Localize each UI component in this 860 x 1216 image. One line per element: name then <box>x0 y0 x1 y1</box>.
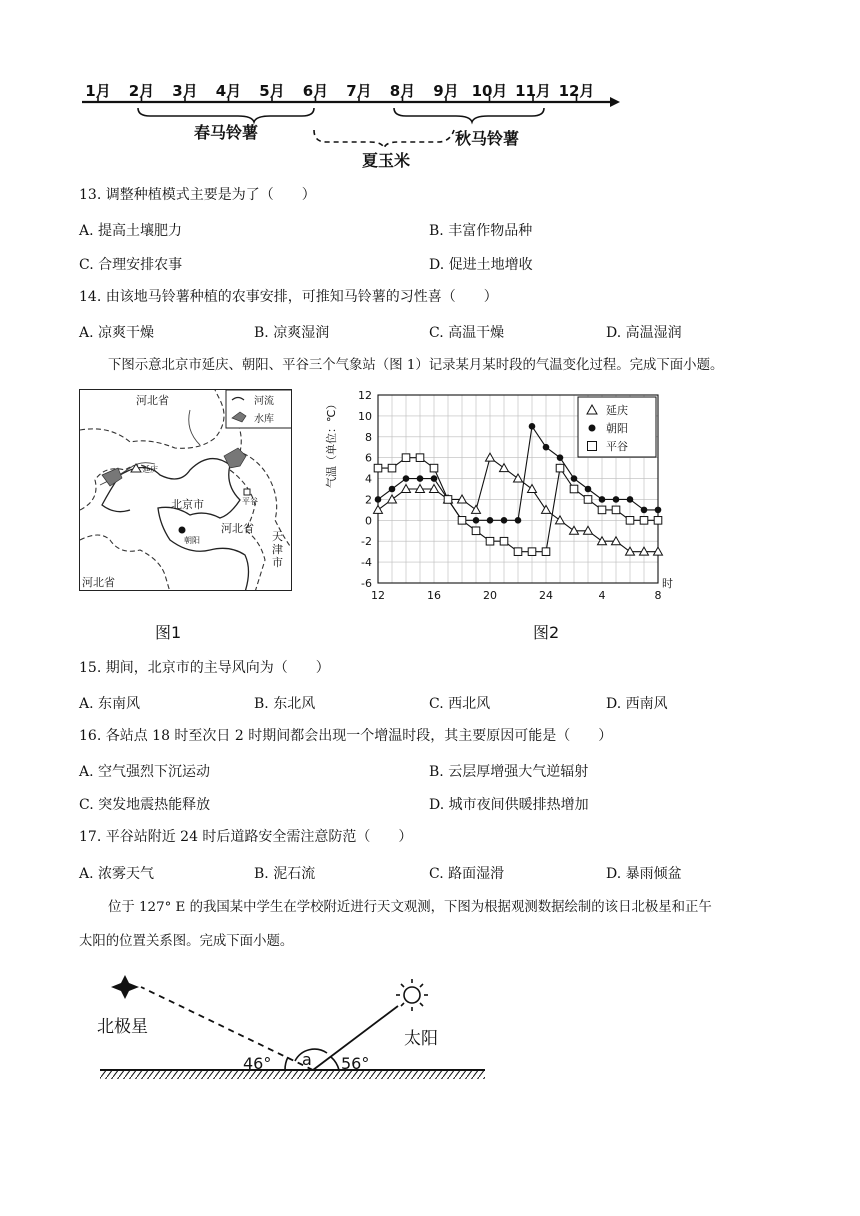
q15-option-a[interactable]: A. 东南风 <box>79 696 141 712</box>
point-marker <box>514 548 522 556</box>
q17-option-a[interactable]: A. 浓雾天气 <box>79 866 155 882</box>
polaris-star-icon <box>111 975 139 999</box>
polaris-label: 北极星 <box>97 1017 148 1037</box>
q13-stem: 13. 调整种植模式主要是为了（ ） <box>79 187 316 203</box>
point-marker <box>417 475 424 482</box>
q15-option-b[interactable]: B. 东北风 <box>254 696 316 712</box>
y-tick-label: -4 <box>361 556 372 570</box>
point-marker <box>598 506 606 514</box>
chart-ylabel: 气温（单位：℃） <box>325 398 338 488</box>
point-marker <box>556 464 564 472</box>
intro-astronomy-line2: 太阳的位置关系图。完成下面小题。 <box>79 934 294 949</box>
q16-stem: 16. 各站点 18 时至次日 2 时期间都会出现一个增温时段，其主要原因可能是（ ） <box>79 728 613 744</box>
angle-arc-right <box>331 1057 339 1070</box>
q15-stem: 15. 期间，北京市的主导风向为（ ） <box>79 660 330 676</box>
y-tick-label: 0 <box>365 514 372 528</box>
point-marker <box>556 516 565 524</box>
point-marker <box>655 507 662 514</box>
point-marker <box>486 537 494 545</box>
y-tick-label: 12 <box>358 389 372 402</box>
autumn-brace <box>394 108 544 122</box>
map-label-chaoyang: 朝阳 <box>184 536 200 545</box>
intro-astronomy-line1: 位于 127° E 的我国某中学生在学校附近进行天文观测，下图为根据观测数据绘制的该日北极星和正午 <box>108 900 712 915</box>
q13-option-c[interactable]: C. 合理安排农事 <box>79 257 183 273</box>
point-marker <box>487 517 494 524</box>
y-tick-label: -6 <box>361 577 372 590</box>
q14-option-c[interactable]: C. 高温干燥 <box>429 325 505 341</box>
summer-brace <box>314 130 454 148</box>
x-tick-label: 20 <box>483 589 497 602</box>
pinggu-station-marker <box>244 489 250 495</box>
point-marker <box>472 527 480 535</box>
q16-option-b[interactable]: B. 云层厚增强大气逆辐射 <box>429 764 589 780</box>
month-ticks <box>85 82 594 102</box>
q14-option-b[interactable]: B. 凉爽湿润 <box>254 325 330 341</box>
angle-right-label: 56° <box>341 1054 370 1073</box>
point-marker <box>584 496 592 504</box>
month-label: 5月 <box>259 82 285 100</box>
map-label-tianjin: 天津市 <box>272 530 283 569</box>
x-tick-label: 8 <box>654 589 662 602</box>
month-label: 9月 <box>433 82 459 100</box>
angle-arc-left <box>285 1057 288 1070</box>
map-label-hebei-bottom: 河北省 <box>82 576 115 589</box>
point-marker <box>430 464 438 472</box>
q13-option-d[interactable]: D. 促进土地增收 <box>429 257 533 273</box>
point-marker <box>389 486 396 493</box>
intro-temperature: 下图示意北京市延庆、朝阳、平谷三个气象站（图 1）记录某月某时段的气温变化过程。完成下面小题。 <box>108 358 724 373</box>
point-marker <box>472 505 481 513</box>
q17-option-d[interactable]: D. 暴雨倾盆 <box>606 866 682 882</box>
q13-option-a[interactable]: A. 提高土壤肥力 <box>79 223 183 239</box>
point-marker <box>626 517 634 525</box>
point-marker <box>444 496 452 504</box>
y-tick-label: 6 <box>365 451 372 465</box>
map-label-yanqing: 延庆 <box>142 465 158 474</box>
point-marker <box>431 475 438 482</box>
point-marker <box>612 506 620 514</box>
map-label-beijing: 北京市 <box>171 498 204 511</box>
ground-hatch <box>100 1071 485 1079</box>
point-marker <box>557 454 564 461</box>
q16-option-d[interactable]: D. 城市夜间供暖排热增加 <box>429 797 589 813</box>
point-marker <box>501 517 508 524</box>
legend-marker <box>588 442 597 451</box>
month-label: 6月 <box>302 82 329 100</box>
month-label: 12月 <box>558 82 595 100</box>
point-marker <box>403 475 410 482</box>
q13-option-b[interactable]: B. 丰富作物品种 <box>429 223 533 239</box>
x-axis-label: 时 <box>662 577 673 590</box>
month-label: 10月 <box>471 82 508 100</box>
y-tick-label: -2 <box>361 535 372 549</box>
angle-left-label: 46° <box>243 1054 272 1073</box>
summer-corn-label: 夏玉米 <box>362 151 411 170</box>
point-marker <box>640 517 648 525</box>
point-marker <box>529 423 536 430</box>
point-marker <box>500 537 508 545</box>
x-tick-label: 4 <box>598 589 606 602</box>
month-label: 1月 <box>85 82 111 100</box>
point-marker <box>388 464 396 472</box>
x-tick-label: 24 <box>539 589 553 602</box>
q17-option-c[interactable]: C. 路面湿滑 <box>429 866 505 882</box>
point-marker <box>514 474 523 482</box>
point-marker <box>500 464 509 472</box>
month-label: 4月 <box>215 82 242 100</box>
chaoyang-station-marker <box>179 527 186 534</box>
month-label: 7月 <box>346 82 372 100</box>
point-marker <box>543 444 550 451</box>
point-marker <box>374 505 383 513</box>
y-tick-label: 10 <box>358 409 372 423</box>
legend-label: 朝阳 <box>606 422 628 435</box>
q17-stem: 17. 平谷站附近 24 时后道路安全需注意防范（ ） <box>79 829 413 845</box>
q17-option-b[interactable]: B. 泥石流 <box>254 866 316 882</box>
point-marker <box>528 485 537 493</box>
beijing-map <box>79 389 292 591</box>
point-marker <box>599 496 606 503</box>
sun-label: 太阳 <box>404 1029 438 1049</box>
temperature-chart <box>336 385 686 610</box>
point-marker <box>654 517 662 525</box>
y-tick-label: 2 <box>365 493 372 507</box>
point-marker <box>416 454 424 462</box>
point-marker <box>571 475 578 482</box>
point-marker <box>613 496 620 503</box>
crop-timeline <box>70 70 630 180</box>
point-marker <box>542 505 551 513</box>
point-marker <box>486 453 495 461</box>
map-label-pinggu: 平谷 <box>242 497 258 506</box>
q16-option-c[interactable]: C. 突发地震热能释放 <box>79 797 211 813</box>
map-label-hebei-top: 河北省 <box>136 394 169 407</box>
point-marker <box>570 485 578 493</box>
legend-reservoir-label: 水库 <box>254 414 274 425</box>
point-marker <box>542 548 550 556</box>
legend-river-label: 河流 <box>254 396 274 407</box>
month-label: 8月 <box>389 82 416 100</box>
y-tick-label: 8 <box>365 430 372 444</box>
point-marker <box>585 486 592 493</box>
month-label: 11月 <box>515 82 551 100</box>
map-label-hebei-mid: 河北省 <box>221 522 254 535</box>
point-marker <box>641 507 648 514</box>
point-marker <box>627 496 634 503</box>
point-marker <box>515 517 522 524</box>
autumn-potato-label: 秋马铃薯 <box>455 129 520 148</box>
y-tick-label: 4 <box>365 472 372 486</box>
x-tick-label: 12 <box>371 589 385 602</box>
point-marker <box>473 517 480 524</box>
point-marker <box>375 496 382 503</box>
point-marker <box>458 517 466 525</box>
legend-label: 平谷 <box>606 440 628 453</box>
legend-marker <box>589 425 596 432</box>
q16-option-a[interactable]: A. 空气强烈下沉运动 <box>79 764 211 780</box>
point-marker <box>528 548 536 556</box>
point-marker <box>374 464 382 472</box>
figure2-caption: 图2 <box>533 623 560 642</box>
q14-option-a[interactable]: A. 凉爽干燥 <box>79 325 155 341</box>
point-marker <box>402 454 410 462</box>
month-label: 3月 <box>172 82 198 100</box>
timeline-arrow <box>610 97 620 107</box>
x-tick-label: 16 <box>427 589 441 602</box>
month-label: 2月 <box>128 82 155 100</box>
q15-option-c[interactable]: C. 西北风 <box>429 696 491 712</box>
legend-label: 延庆 <box>606 404 628 417</box>
point-marker <box>388 495 397 503</box>
figure1-caption: 图1 <box>155 623 182 642</box>
angle-a-label: a <box>302 1050 312 1069</box>
q15-option-d[interactable]: D. 西南风 <box>606 696 668 712</box>
spring-potato-label: 春马铃薯 <box>194 123 259 142</box>
q14-stem: 14. 由该地马铃薯种植的农事安排，可推知马铃薯的习性喜（ ） <box>79 289 498 305</box>
q14-option-d[interactable]: D. 高温湿润 <box>606 325 682 341</box>
sun-icon <box>396 979 428 1011</box>
